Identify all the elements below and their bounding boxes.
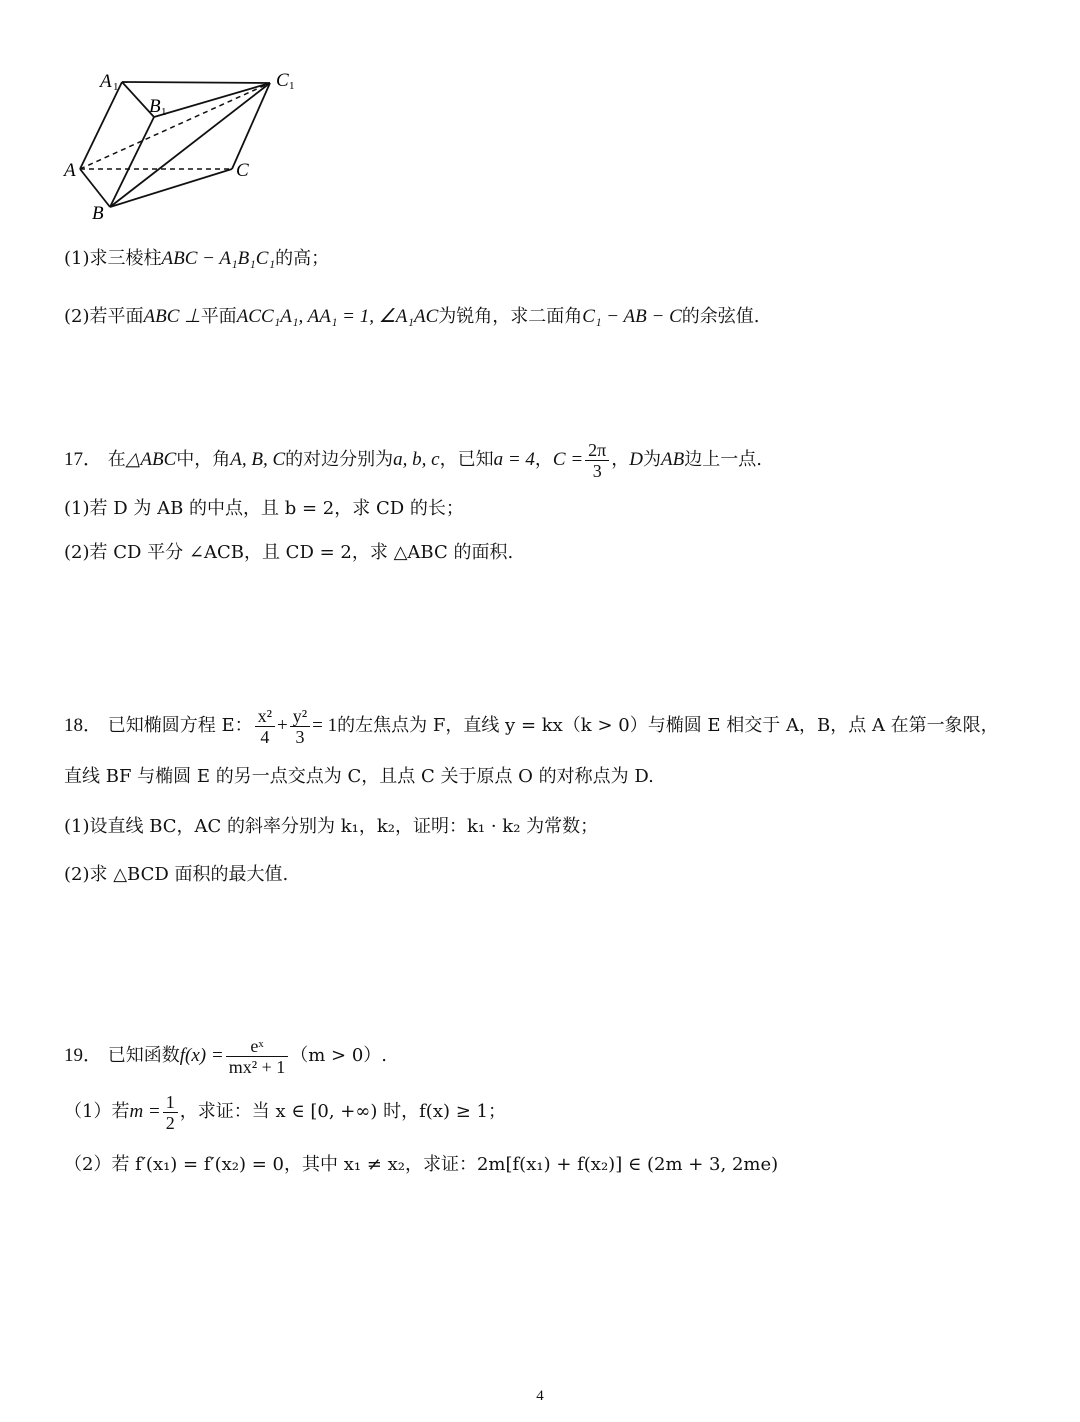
fraction: $\frac{\text{x²}}{4}$ bbox=[255, 706, 275, 747]
edge-b-b1 bbox=[110, 117, 154, 207]
label-b1: B bbox=[149, 96, 161, 117]
question-number: 19． bbox=[64, 1045, 103, 1066]
q18-part1: (1)设直线 BC，AC 的斜率分别为 k₁，k₂，证明：k₁ · k₂ 为常数； bbox=[64, 816, 599, 837]
q19-stem: 19． 已知函数f(x) = $\frac{\text{eˣ}}{\text{mx² + 1}}$ （m > 0）. bbox=[64, 1035, 388, 1077]
fraction: $\frac{1}{2}$ bbox=[163, 1092, 178, 1133]
q19-part2: （2）若 f′(x₁) = f′(x₂) = 0，其中 x₁ ≠ x₂，求证：2m[f(x₁) + f(x₂)] ∈ (2m + 3, 2me) bbox=[64, 1154, 779, 1175]
q17-part1: (1)若 D 为 AB 的中点，且 b = 2，求 CD 的长； bbox=[64, 498, 464, 519]
edge-b1-c1 bbox=[154, 83, 270, 117]
page-number: 4 bbox=[536, 1388, 544, 1404]
q17-part2: (2)若 CD 平分 ∠ACB，且 CD = 2，求 △ABC 的面积. bbox=[64, 542, 514, 563]
edge-c-c1 bbox=[232, 83, 270, 169]
label-c1-sub: 1 bbox=[289, 80, 295, 92]
edge-b-c1 bbox=[110, 83, 270, 207]
question-number: 17． bbox=[64, 449, 103, 470]
label-c1: C bbox=[276, 70, 289, 91]
q18-line2: 直线 BF 与椭圆 E 的另一点交点为 C，且点 C 关于原点 O 的对称点为 D. bbox=[64, 766, 654, 787]
label-c: C bbox=[236, 160, 249, 181]
q16-part1: (1)求三棱柱ABC − A₁B₁C₁的高； bbox=[64, 248, 330, 269]
edge-a-b bbox=[80, 169, 110, 207]
q16-part2: (2)若平面ABC ⊥平面ACC₁A₁, AA₁ = 1, ∠A₁AC为锐角，求二面角C₁ − AB − C的余弦值. bbox=[64, 306, 760, 327]
label-b1-sub: 1 bbox=[161, 106, 167, 118]
q18-part2: (2)求 △BCD 面积的最大值. bbox=[64, 864, 289, 885]
edge-b-c bbox=[110, 169, 232, 207]
question-number: 18． bbox=[64, 715, 103, 736]
edge-a-a1 bbox=[80, 82, 122, 169]
q19-part1: （1）若m = $\frac{1}{2}$ ，求证：当 x ∈ [0, +∞) 时，f(x) ≥ 1； bbox=[64, 1091, 506, 1133]
q17-stem: 17． 在△ABC中，角A, B, C的对边分别为a, b, c，已知a = 4，C = $\frac{2\pi}{3}$ ，D为AB边上一点. bbox=[64, 439, 762, 481]
label-a: A bbox=[64, 160, 76, 181]
label-a1-sub: 1 bbox=[113, 81, 119, 93]
label-a1: A bbox=[100, 71, 112, 92]
fraction: $\frac{\text{y²}}{3}$ bbox=[290, 706, 310, 747]
edge-a1-c1 bbox=[122, 82, 270, 83]
q18-stem: 18． 已知椭圆方程 E： $\frac{\text{x²}}{4}$ + $\frac{\text{y²}}{3}$ = 1的左焦点为 F，直线 y = kx（k > 0）与椭圆 E 相交于 A，B，点 A 在第一象限， bbox=[64, 705, 999, 747]
fraction: $\frac{\text{eˣ}}{\text{mx² + 1}}$ bbox=[226, 1036, 289, 1077]
label-b: B bbox=[92, 203, 104, 224]
fraction: $\frac{2\pi}{3}$ bbox=[585, 440, 609, 481]
prism-figure bbox=[60, 62, 320, 228]
